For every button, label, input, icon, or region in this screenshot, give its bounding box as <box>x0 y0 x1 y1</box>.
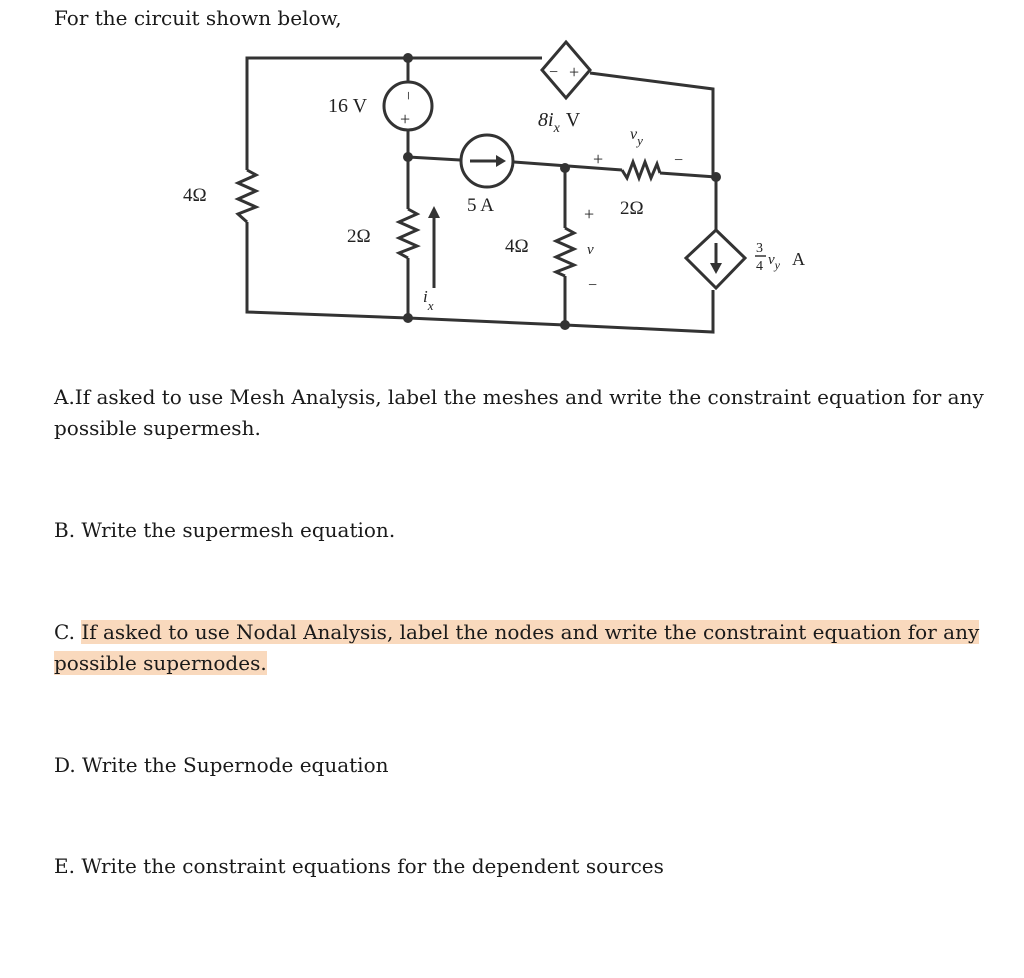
label-v-minus: − <box>399 91 416 101</box>
label-v-plus-mid: + <box>584 204 595 224</box>
label-r-2a: 2Ω <box>347 226 371 247</box>
intro-text: For the circuit shown below, <box>54 6 342 30</box>
question-c-highlight: If asked to use Nodal Analysis, label the nodes and write the constraint equation for any possible supernodes. <box>54 620 980 675</box>
svg-text:vy: $v_y$ <box>768 252 780 272</box>
label-dep-v: $8i_x$ V <box>538 109 581 136</box>
label-vy-minus: − <box>674 152 684 169</box>
label-vy-plus: + <box>593 149 604 169</box>
circuit-diagram <box>0 0 1024 360</box>
question-a: A.If asked to use Mesh Analysis, label the meshes and write the constraint equation for any possible supermesh. <box>54 385 984 440</box>
label-r-2b: 2Ω <box>620 198 644 219</box>
resistor-4ohm-b <box>556 228 574 276</box>
label-v-minus-mid: − <box>588 277 598 294</box>
question-b: B. Write the supermesh equation. <box>54 518 396 542</box>
svg-text:4: 4 <box>756 259 763 274</box>
label-v-source: 16 V <box>328 95 368 117</box>
resistor-2ohm-b <box>622 162 660 178</box>
question-c-prefix: C. <box>54 620 82 644</box>
question-e: E. Write the constraint equations for the dependent sources <box>54 854 664 878</box>
label-dep-i <box>755 241 805 274</box>
resistor-left-4ohm <box>238 170 256 222</box>
question-d: D. Write the Supernode equation <box>54 753 389 777</box>
label-dep-v-plus: + <box>569 62 580 82</box>
label-dep-v-minus: − <box>549 64 559 81</box>
label-vy: $v_y$ <box>630 126 643 148</box>
svg-text:A: A <box>792 249 805 269</box>
question-c <box>54 617 984 679</box>
resistor-2ohm-a <box>399 209 417 258</box>
label-v-plus: + <box>400 109 411 129</box>
label-v: v <box>587 242 594 258</box>
current-arrow-ix <box>428 206 440 288</box>
label-ix: $i_x$ <box>423 287 434 313</box>
label-r-4b: 4Ω <box>505 236 529 257</box>
label-r-left: 4Ω <box>183 185 207 206</box>
svg-text:3: 3 <box>756 241 763 256</box>
label-i-source: 5 A <box>467 195 494 216</box>
